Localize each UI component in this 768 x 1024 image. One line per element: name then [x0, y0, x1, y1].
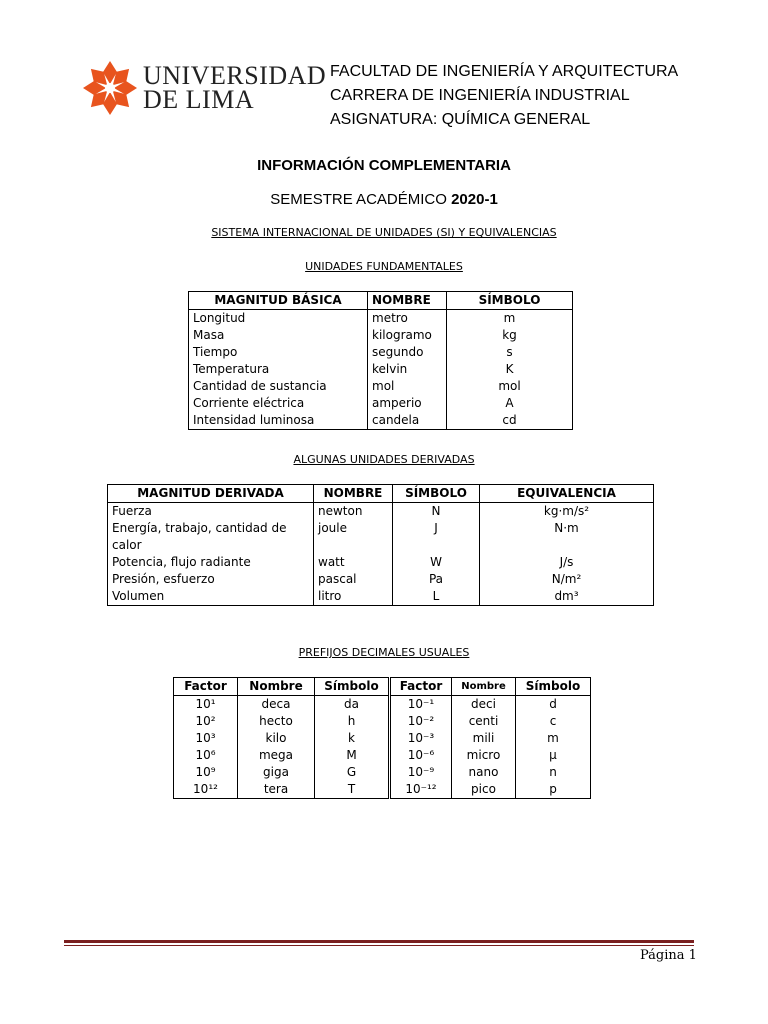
table-cell: Energía, trabajo, cantidad de calor: [112, 521, 287, 552]
table-cell: Presión, esfuerzo: [112, 572, 215, 586]
table-cell: T: [315, 781, 390, 799]
col-header: MAGNITUD DERIVADA: [108, 485, 314, 503]
table-cell: kilo: [238, 730, 315, 747]
table-cell: joule: [314, 520, 393, 554]
table-cell: pico: [452, 781, 516, 799]
col-header: Símbolo: [315, 678, 390, 696]
table-row: [189, 361, 573, 378]
table-cell: giga: [238, 764, 315, 781]
table-cell: 10⁶: [195, 748, 216, 762]
table-row: [108, 554, 654, 571]
table-cell: N: [393, 503, 480, 521]
table-cell: deca: [238, 696, 315, 714]
table-cell: watt: [314, 554, 393, 571]
col-header: Símbolo: [516, 678, 591, 696]
col-header: Factor: [174, 678, 238, 696]
table-cell: kg: [447, 327, 573, 344]
table-cell: Longitud: [193, 311, 246, 325]
table-row: [174, 730, 591, 747]
logo-line1: UNIVERSIDAD: [143, 61, 327, 90]
table-cell: h: [315, 713, 390, 730]
table-cell: Pa: [393, 571, 480, 588]
table-row: [189, 378, 573, 395]
table-row: [189, 344, 573, 361]
table-cell: kg·m/s²: [480, 503, 654, 521]
table-cell: micro: [452, 747, 516, 764]
table-cell: Fuerza: [112, 504, 152, 518]
table-cell: Corriente eléctrica: [193, 396, 305, 410]
table-row: [108, 588, 654, 606]
table-row: [108, 571, 654, 588]
semester-label: SEMESTRE ACADÉMICO: [270, 191, 452, 208]
table-cell: kilogramo: [368, 327, 447, 344]
table-row: [174, 747, 591, 764]
table-cell: mol: [368, 378, 447, 395]
table-cell: mili: [452, 730, 516, 747]
table-cell: J: [393, 520, 480, 554]
table-cell: p: [516, 781, 591, 799]
table-cell: Cantidad de sustancia: [193, 379, 327, 393]
col-header: EQUIVALENCIA: [480, 485, 654, 503]
table-cell: J/s: [480, 554, 654, 571]
table-row: [108, 503, 654, 521]
table-cell: k: [315, 730, 390, 747]
table-cell: Volumen: [112, 589, 165, 603]
table-cell: μ: [516, 747, 591, 764]
section-derived-title: ALGUNAS UNIDADES DERIVADAS: [293, 453, 475, 466]
table-row: [108, 520, 654, 554]
table-cell: newton: [314, 503, 393, 521]
table-cell: 10⁻²: [390, 713, 452, 730]
university-logo-text: [143, 61, 327, 114]
table-cell: G: [315, 764, 390, 781]
table-cell: 10⁻¹²: [390, 781, 452, 799]
table-cell: c: [516, 713, 591, 730]
table-row: [174, 764, 591, 781]
table-cell: mol: [447, 378, 573, 395]
university-logo-icon: [78, 60, 142, 116]
semester-value: 2020-1: [451, 191, 498, 208]
col-header: Nombre: [452, 678, 516, 696]
prefixes-table: [173, 677, 591, 799]
table-cell: s: [447, 344, 573, 361]
page-title: INFORMACIÓN COMPLEMENTARIA: [257, 157, 511, 174]
col-header: Nombre: [238, 678, 315, 696]
table-cell: Tiempo: [193, 345, 238, 359]
table-cell: metro: [368, 310, 447, 328]
table-cell: segundo: [368, 344, 447, 361]
table-row: [189, 327, 573, 344]
table-cell: pascal: [314, 571, 393, 588]
logo-line2: DE LIMA: [143, 85, 255, 114]
table-cell: K: [447, 361, 573, 378]
header-block: [330, 60, 678, 132]
table-cell: M: [315, 747, 390, 764]
table-row: [174, 696, 591, 714]
col-header: NOMBRE: [368, 292, 447, 310]
section-prefixes-title: PREFIJOS DECIMALES USUALES: [298, 646, 470, 659]
table-cell: 10²: [195, 714, 216, 728]
semester-line: [0, 191, 768, 208]
table-cell: 10⁻⁶: [390, 747, 452, 764]
table-header-row: [174, 678, 591, 696]
section-si-title: SISTEMA INTERNACIONAL DE UNIDADES (SI) Y EQUIVALENCIAS: [211, 226, 557, 239]
table-cell: 10⁻¹: [390, 696, 452, 714]
footer-rule-thin: [64, 945, 694, 946]
table-cell: d: [516, 696, 591, 714]
table-cell: Masa: [193, 328, 225, 342]
page-number: Página 1: [640, 948, 697, 963]
table-header-row: [108, 485, 654, 503]
table-cell: 10⁻³: [390, 730, 452, 747]
header-faculty: FACULTAD DE INGENIERÍA Y ARQUITECTURA: [330, 63, 679, 80]
fundamental-units-table: [188, 291, 573, 430]
header-subject: ASIGNATURA: QUÍMICA GENERAL: [330, 111, 591, 128]
table-cell: W: [393, 554, 480, 571]
table-cell: 10¹: [195, 697, 216, 711]
table-cell: amperio: [368, 395, 447, 412]
table-cell: n: [516, 764, 591, 781]
table-cell: 10³: [195, 731, 216, 745]
table-cell: 10⁻⁹: [390, 764, 452, 781]
table-row: [189, 412, 573, 430]
table-cell: kelvin: [368, 361, 447, 378]
footer-rule: [64, 940, 694, 943]
table-cell: da: [315, 696, 390, 714]
table-cell: N·m: [480, 520, 654, 554]
table-cell: candela: [368, 412, 447, 430]
table-cell: m: [516, 730, 591, 747]
table-cell: Intensidad luminosa: [193, 413, 315, 427]
table-row: [174, 781, 591, 799]
col-header: MAGNITUD BÁSICA: [189, 292, 368, 310]
table-header-row: [189, 292, 573, 310]
col-header: NOMBRE: [314, 485, 393, 503]
table-cell: 10⁹: [195, 765, 216, 779]
table-cell: centi: [452, 713, 516, 730]
col-header: SÍMBOLO: [447, 292, 573, 310]
table-cell: cd: [447, 412, 573, 430]
table-cell: nano: [452, 764, 516, 781]
table-cell: hecto: [238, 713, 315, 730]
table-cell: Potencia, flujo radiante: [112, 555, 251, 569]
table-cell: mega: [238, 747, 315, 764]
table-cell: deci: [452, 696, 516, 714]
table-cell: dm³: [480, 588, 654, 606]
derived-units-table: [107, 484, 654, 606]
table-cell: litro: [314, 588, 393, 606]
table-row: [189, 395, 573, 412]
table-cell: L: [393, 588, 480, 606]
table-cell: 10¹²: [193, 782, 218, 796]
table-cell: Temperatura: [193, 362, 270, 376]
table-cell: tera: [238, 781, 315, 799]
table-row: [189, 310, 573, 328]
section-fundamental-title: UNIDADES FUNDAMENTALES: [305, 260, 463, 273]
table-row: [174, 713, 591, 730]
header-career: CARRERA DE INGENIERÍA INDUSTRIAL: [330, 87, 630, 104]
table-cell: m: [447, 310, 573, 328]
table-cell: N/m²: [480, 571, 654, 588]
table-cell: A: [447, 395, 573, 412]
col-header: SÍMBOLO: [393, 485, 480, 503]
col-header: Factor: [390, 678, 452, 696]
